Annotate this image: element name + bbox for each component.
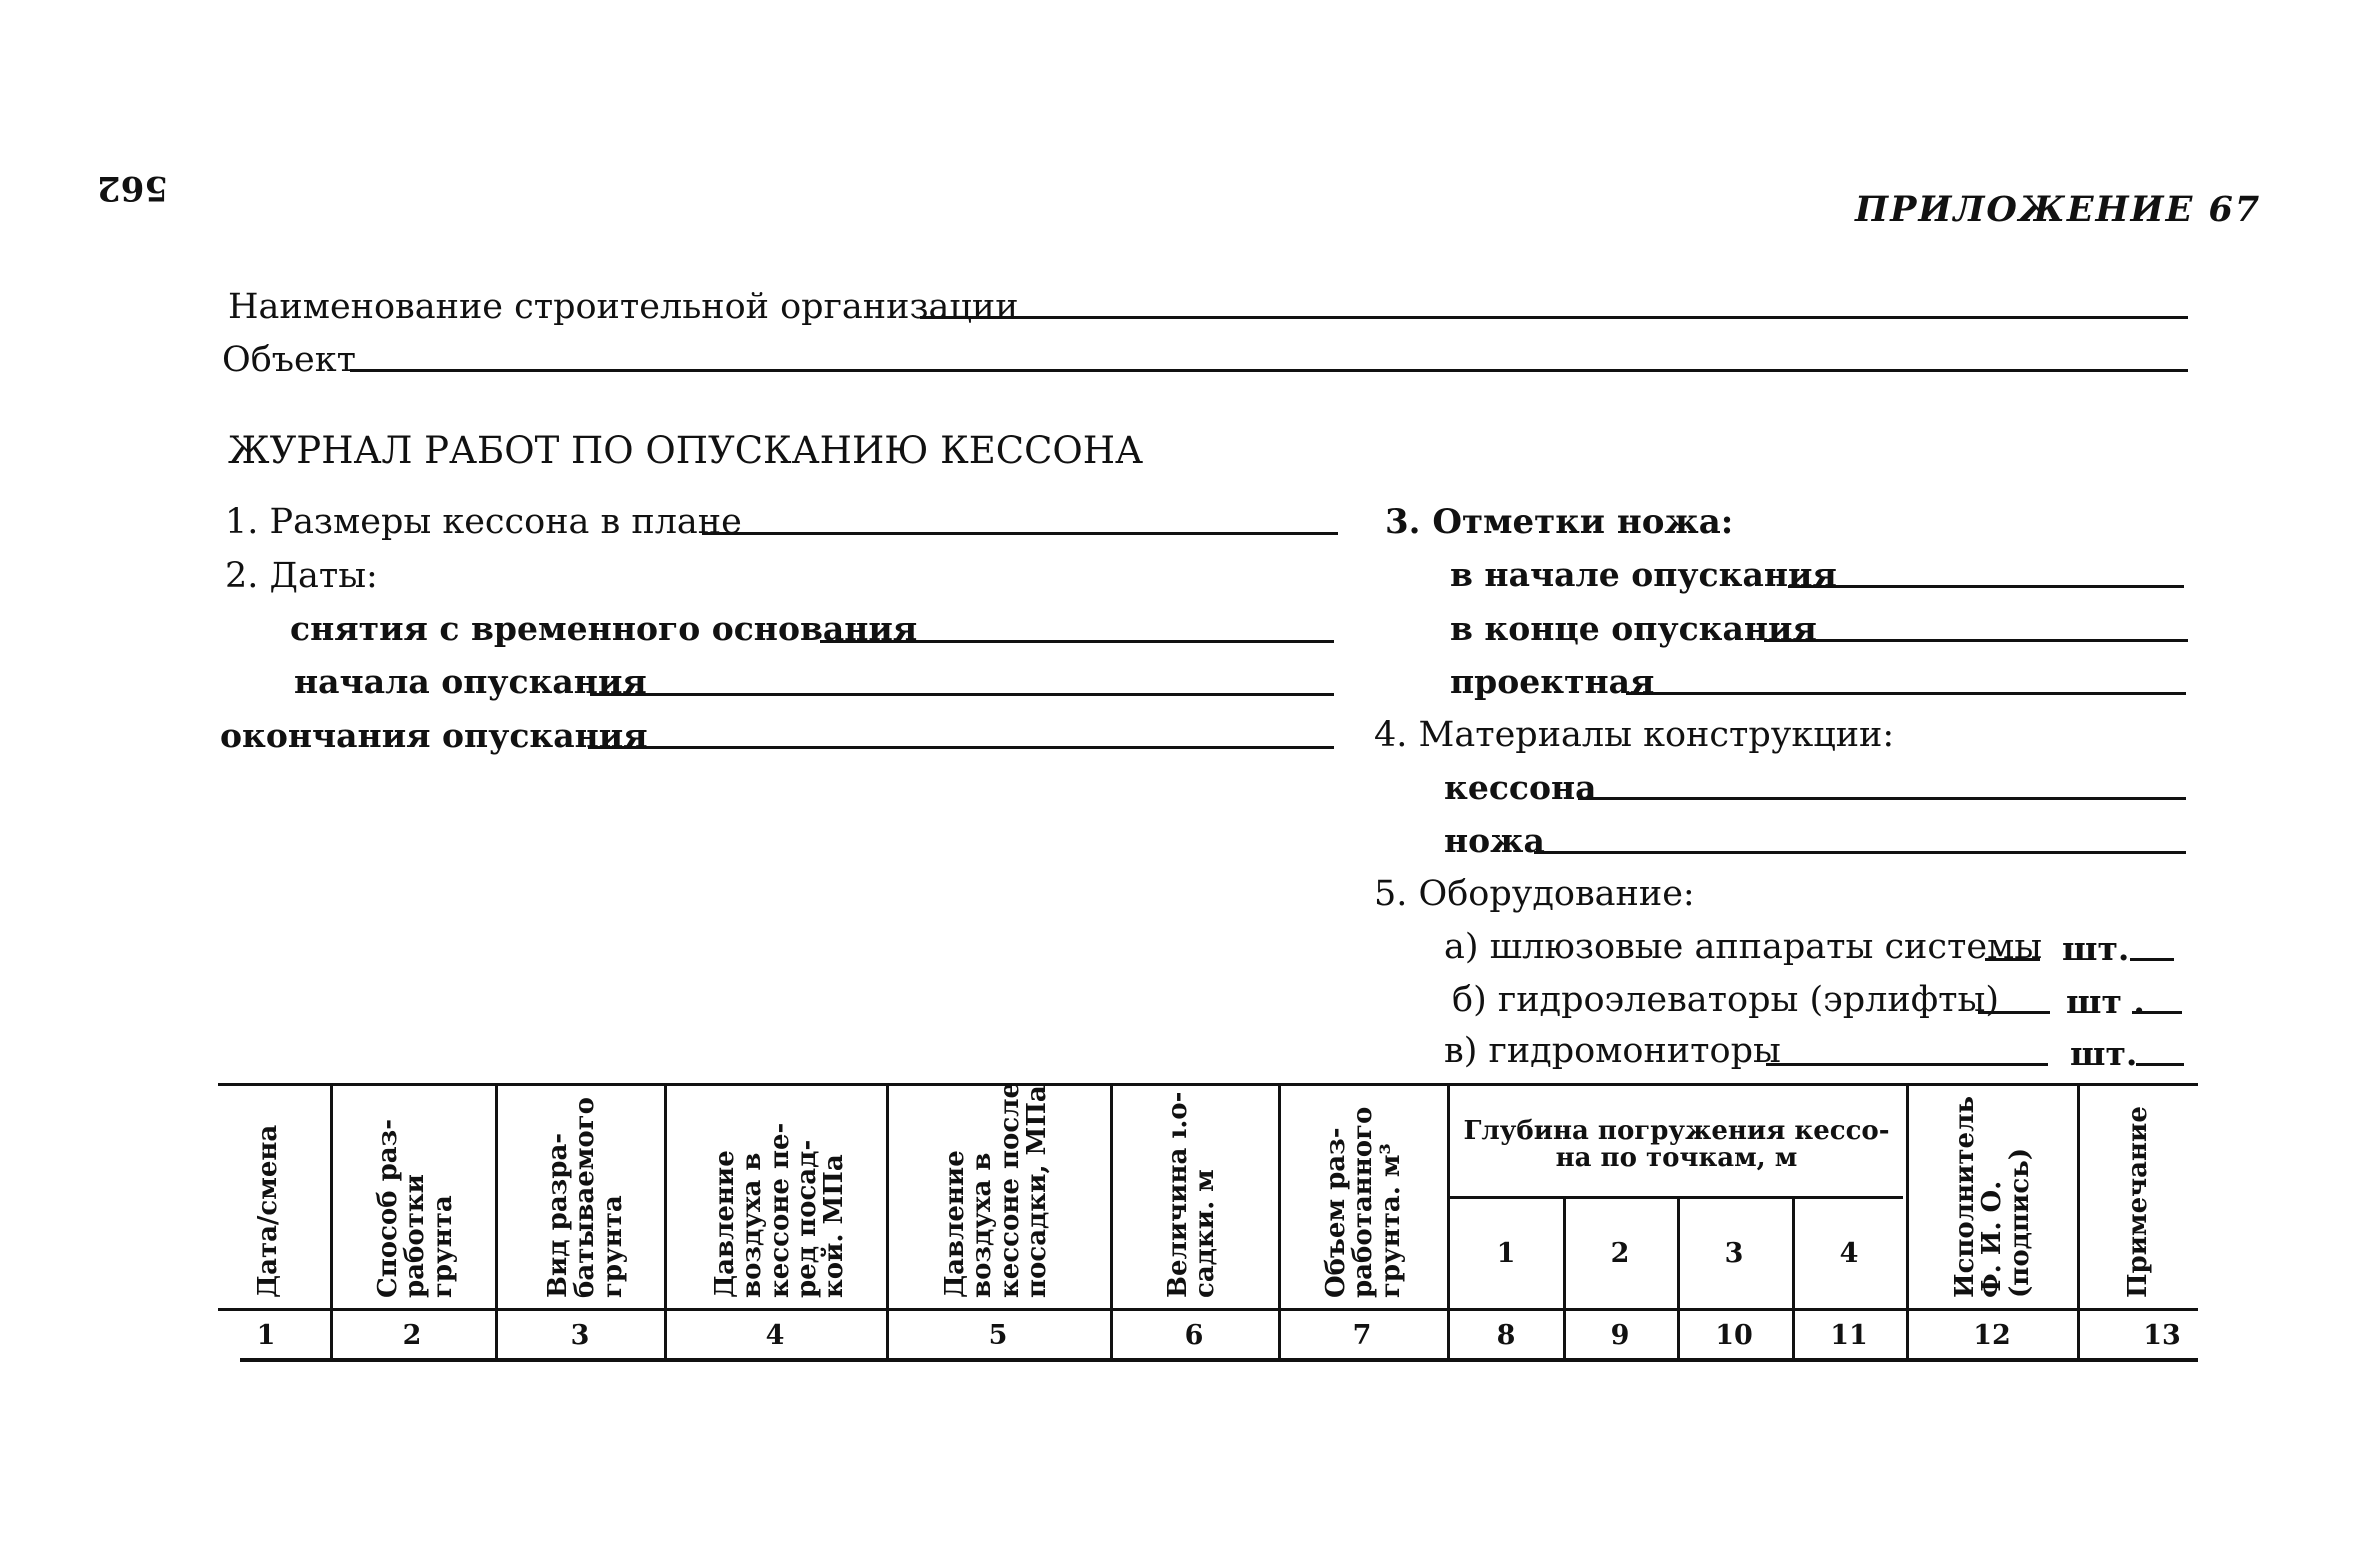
depth-point-2: 2 [1610,1238,1630,1269]
appendix-label: ПРИЛОЖЕНИЕ 67 [1855,189,2262,230]
header-pressure-after: Давление воздуха в кессоне после посадки, МПа [940,1081,1052,1298]
col-number: 10 [1715,1320,1753,1351]
equipment-monitors-label: в) гидромониторы [1444,1031,1781,1071]
header-date-shift: Дата/смена [253,1124,283,1298]
header-pressure-before: Давление воздуха в кессоне пе- ред посад- кой. МПа [710,1122,850,1298]
col-divider [1792,1199,1795,1358]
mark-design-label: проектная [1450,662,1655,701]
equipment-monitors-unit: шт. [2070,1034,2138,1073]
header-note: Примечание [2123,1106,2153,1298]
equipment-airlifts-label: б) гидроэлеваторы (эрлифты) [1452,980,1999,1020]
material-knife-field[interactable] [1534,851,2186,854]
table-header-divider [218,1308,2198,1311]
knife-marks-label: 3. Отметки ножа: [1385,502,1734,542]
col-number: 4 [765,1320,785,1351]
mark-start-field[interactable] [1788,585,2184,588]
col-number: 9 [1610,1320,1630,1351]
header-settlement: Величина ı.о- садки. м [1163,1091,1221,1298]
caisson-size-field[interactable] [702,532,1338,535]
col-number: 5 [988,1320,1008,1351]
header-excavation-method: Способ раз- работки грунта [373,1118,458,1298]
equipment-monitors-field[interactable] [1766,1063,2048,1066]
date-end-field[interactable] [588,746,1334,749]
col-number: 11 [1830,1320,1868,1351]
col-number: 7 [1352,1320,1372,1351]
equipment-label: 5. Оборудование: [1374,874,1695,914]
col-divider [330,1086,333,1358]
col-divider [1677,1199,1680,1358]
col-divider [495,1086,498,1358]
col-divider [2077,1086,2080,1358]
col-number: 6 [1184,1320,1204,1351]
mark-start-label: в начале опускания [1450,555,1837,594]
equipment-airlifts-count[interactable] [2132,1011,2182,1014]
equipment-airlocks-count[interactable] [2130,958,2174,961]
object-field[interactable] [350,369,2188,372]
mark-end-field[interactable] [1764,639,2188,642]
depth-point-4: 4 [1839,1238,1859,1269]
org-name-field[interactable] [920,316,2188,319]
col-divider [1906,1086,1909,1358]
date-start-label: начала опускания [294,662,647,701]
header-soil-type: Вид разра- батываемого грунта [543,1096,628,1298]
col-divider [886,1086,889,1358]
caisson-size-label: 1. Размеры кессона в плане [225,502,742,542]
equipment-airlifts-field[interactable] [1978,1011,2050,1014]
header-executor: Исполнитель Ф. И. О. (подпись) [1950,1095,2035,1298]
date-end-label: окончания опускания [220,716,648,755]
header-depth: Глубина погружения кессо- на по точкам, м [1463,1116,1890,1174]
col-divider [664,1086,667,1358]
date-removal-label: снятия с временного основания [290,609,918,648]
org-name-label: Наименование строительной организации [228,287,1019,327]
equipment-airlocks-unit: шт. [2062,929,2130,968]
page-number: 562 [97,168,168,208]
col-number: 1 [256,1320,276,1351]
depth-point-3: 3 [1724,1238,1744,1269]
mark-end-label: в конце опускания [1450,609,1817,648]
depth-point-1: 1 [1496,1238,1516,1269]
table-top-border [218,1083,2198,1086]
mark-design-field[interactable] [1626,692,2186,695]
col-divider [1110,1086,1113,1358]
dates-label: 2. Даты: [225,556,378,596]
object-label: Объект [222,340,356,380]
header-volume: Объем раз- работанного грунта. м³ [1321,1106,1406,1298]
col-divider [1563,1199,1566,1358]
col-divider [1278,1086,1281,1358]
material-caisson-field[interactable] [1578,797,2186,800]
col-number: 13 [2143,1320,2181,1351]
col-number: 2 [402,1320,422,1351]
col-number: 3 [570,1320,590,1351]
equipment-airlocks-field[interactable] [1985,958,2040,961]
col-number: 12 [1973,1320,2011,1351]
material-knife-label: ножа [1444,821,1545,860]
date-removal-field[interactable] [820,640,1334,643]
journal-title: ЖУРНАЛ РАБОТ ПО ОПУСКАНИЮ КЕССОНА [228,429,1144,472]
material-caisson-label: кессона [1444,768,1597,807]
equipment-airlifts-unit: шт . [2066,982,2145,1021]
table-bottom-border [240,1358,2198,1362]
col-number: 8 [1496,1320,1516,1351]
date-start-field[interactable] [590,693,1334,696]
equipment-monitors-count[interactable] [2136,1063,2184,1066]
equipment-airlocks-label: а) шлюзовые аппараты системы [1444,927,2043,967]
materials-label: 4. Материалы конструкции: [1374,715,1895,755]
